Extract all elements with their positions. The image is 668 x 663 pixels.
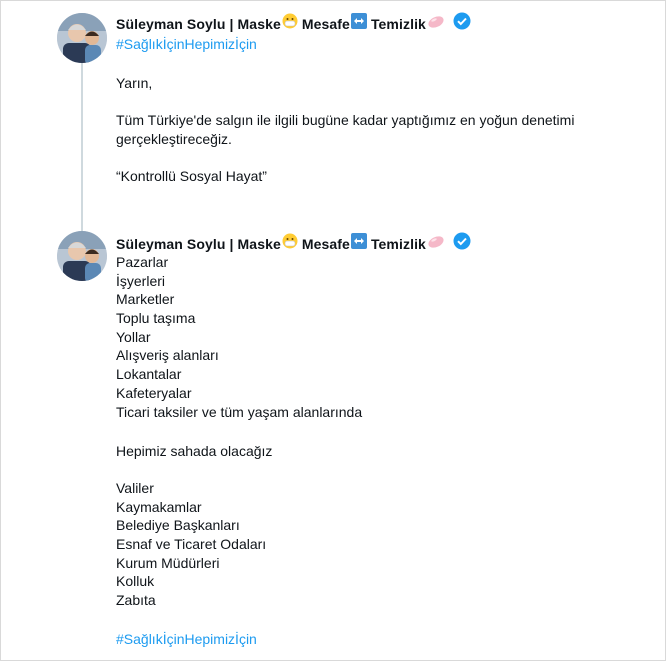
list-item: Kolluk (116, 573, 155, 590)
list-item: Kurum Müdürleri (116, 554, 220, 571)
tweet-header (116, 232, 471, 255)
list-item: Alışveriş alanları (116, 347, 219, 364)
list-item: Ticari taksiler ve tüm yaşam alanlarında (116, 403, 363, 420)
soap-icon (427, 13, 445, 34)
greeting-text: Yarın, (116, 75, 153, 91)
list-item: Marketler (116, 291, 175, 308)
list-item: Belediye Başkanları (116, 517, 240, 534)
list-item: İşyerleri (116, 272, 166, 289)
author-name[interactable]: Süleyman Soylu | Maske (116, 15, 281, 32)
list-item: Zabıta (116, 592, 156, 609)
list-item: Pazarlar (116, 254, 169, 270)
face-with-medical-mask-icon (282, 13, 298, 34)
list-item: Valiler (116, 480, 154, 496)
author-name-part2[interactable]: Mesafe (301, 235, 350, 252)
list-item: Kafeteryalar (116, 384, 192, 401)
author-name-part3[interactable]: Temizlik (370, 235, 426, 252)
avatar[interactable] (57, 231, 107, 281)
officials-list (116, 479, 266, 610)
soap-icon (427, 233, 445, 254)
face-with-medical-mask-icon (282, 233, 298, 254)
avatar[interactable] (57, 13, 107, 63)
author-name-part3[interactable]: Temizlik (370, 15, 426, 32)
quote-text: “Kontrollü Sosyal Hayat” (116, 168, 267, 184)
places-list (116, 253, 362, 421)
list-item: Yollar (116, 328, 151, 345)
paragraph-line-1: Tüm Türkiye'de salgın ile ilgili bugüne kadar yaptığımız en yoğun denetimi (116, 112, 575, 128)
author-name-part2[interactable]: Mesafe (301, 15, 350, 32)
hashtag-link[interactable]: #SağlıkİçinHepimizİçin (116, 36, 257, 52)
tweet-1[interactable] (0, 0, 668, 230)
author-name[interactable]: Süleyman Soylu | Maske (116, 235, 281, 252)
left-right-arrow-icon (351, 233, 367, 254)
list-item: Kaymakamlar (116, 498, 202, 515)
list-item: Esnaf ve Ticaret Odaları (116, 536, 267, 553)
verified-badge-icon (453, 232, 471, 255)
tweet-header (116, 12, 471, 35)
thread-line (81, 63, 83, 231)
paragraph-line-2: gerçekleştireceğiz. (116, 131, 232, 147)
list-item: Toplu taşıma (116, 310, 196, 327)
left-right-arrow-icon (351, 13, 367, 34)
hashtag-link[interactable]: #SağlıkİçinHepimizİçin (116, 631, 257, 647)
tweet-2[interactable] (0, 231, 668, 661)
verified-badge-icon (453, 12, 471, 35)
list-item: Lokantalar (116, 366, 182, 383)
statement-text: Hepimiz sahada olacağız (116, 443, 273, 459)
